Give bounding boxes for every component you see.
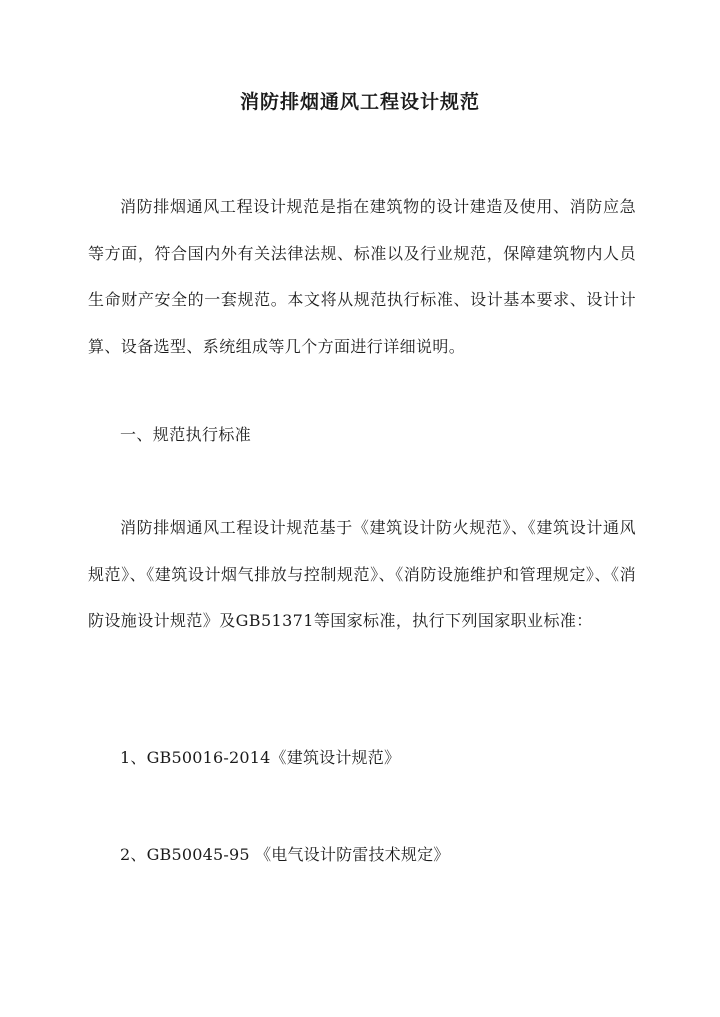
section-heading: 一、规范执行标准 — [120, 425, 252, 444]
document-title: 消防排烟通风工程设计规范 — [239, 91, 480, 113]
intro-paragraph: 消防排烟通风工程设计规范是指在建筑物的设计建造及使用、消防应急等方面，符合国内外有关法律法规、标准以及行业规范，保障建筑物内人员生命财产安全的一套规范。本文将从规范执行标准、设计基本要求、设计计算、设备选型、系统组成等几个方面进行详细说明。 — [88, 197, 636, 356]
section-body-paragraph: 消防排烟通风工程设计规范基于《建筑设计防火规范》、《建筑设计通风规范》、《建筑设计烟气排放与控制规范》、《消防设施维护和管理规定》、《消防设施设计规范》及GB51371等国家标准，执行下列国家职业标准： — [88, 518, 636, 630]
standard-item-2: 2、GB50045-95 《电气设计防雷技术规定》 — [120, 845, 450, 864]
standard-item-1: 1、GB50016-2014《建筑设计规范》 — [120, 748, 401, 767]
